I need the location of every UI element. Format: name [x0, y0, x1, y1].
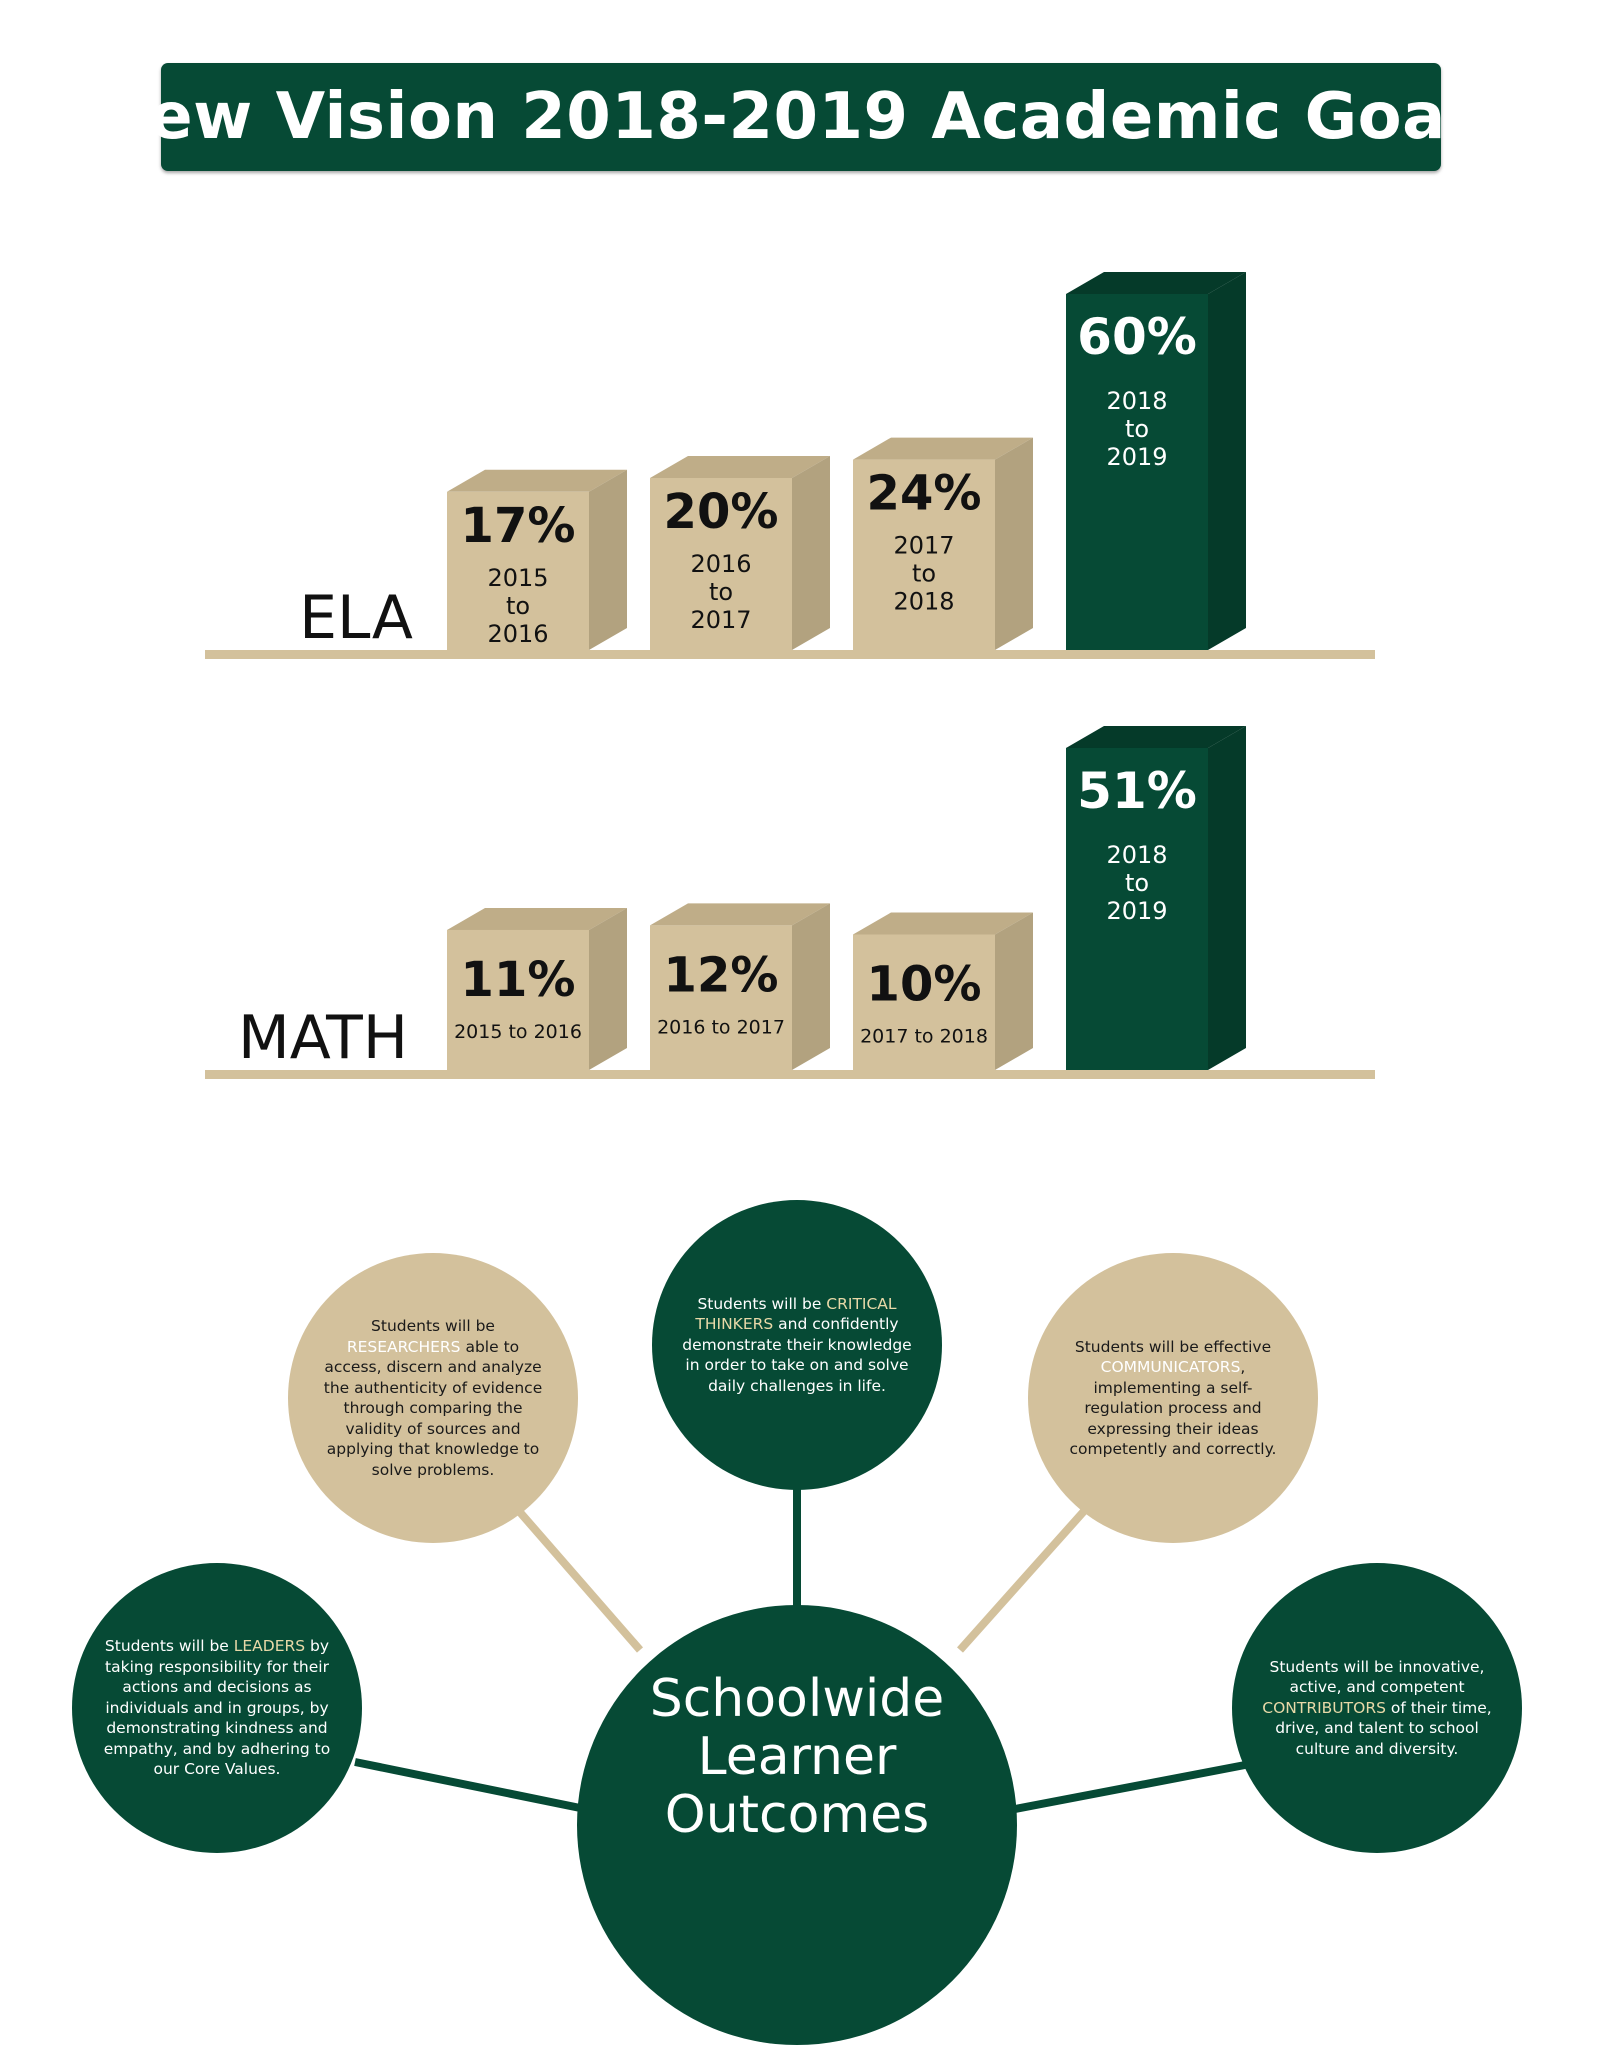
connector-leaders [355, 1762, 590, 1810]
math-bar-2 [650, 903, 830, 1070]
researchers-keyword: RESEARCHERS [346, 1337, 461, 1356]
title-banner [95, 63, 1507, 171]
bar-category-label: to [1124, 415, 1150, 443]
bar-category-label: 2019 [1106, 443, 1168, 471]
communicators-outcome [1028, 1253, 1318, 1543]
bar-side-face [589, 908, 627, 1070]
ela-bar-4 [1066, 272, 1246, 650]
bar-category-label: 2018 [1106, 840, 1168, 869]
contributors-text: Students will be innovative, active, and competent CONTRIBUTORS of their time, drive, and talent to school culture and diversity. [1262, 1657, 1492, 1758]
math-bar-1 [447, 908, 627, 1070]
ela-bar-chart [0, 230, 1604, 670]
hub-title-line: Learner [697, 1727, 897, 1787]
connector-communicators [960, 1510, 1085, 1650]
bar-value-label: 51% [1077, 761, 1197, 820]
bar-value-label: 11% [460, 951, 576, 1008]
critical-thinkers-outcome [652, 1200, 942, 1490]
researchers-outcome [288, 1253, 578, 1543]
ela-row-label: ELA [299, 583, 413, 653]
bar-value-label: 12% [663, 947, 779, 1004]
communicators-text: Students will be effective COMMUNICATORS, implementing a self-regulation process and expressing their ideas competently and correctly. [1069, 1337, 1277, 1458]
bar-value-label: 20% [663, 484, 779, 540]
bar-category-label: 2015 to 2016 [454, 1020, 582, 1043]
bar-value-label: 17% [460, 497, 576, 554]
ela-bar-3 [853, 438, 1033, 650]
bar-category-label: to [911, 559, 937, 588]
math-bar-chart [0, 700, 1604, 1100]
bar-value-label: 24% [866, 465, 982, 522]
bar-category-label: 2017 to 2018 [860, 1025, 988, 1048]
bar-category-label: 2017 [690, 606, 752, 634]
researchers-text: Students will be RESEARCHERS able to access, discern and analyze the authenticity of evidence through comparing the validity of sources and applying that knowledge to solve problems. [323, 1317, 543, 1479]
math-bar-4 [1066, 726, 1246, 1070]
bar-side-face [589, 470, 627, 650]
bar-category-label: 2016 [487, 619, 549, 648]
page-title: New Vision 2018-2019 Academic Goals [95, 80, 1507, 154]
math-bar-3 [853, 913, 1033, 1071]
bar-category-label: 2019 [1106, 896, 1168, 925]
connector-researchers [518, 1510, 640, 1650]
bar-category-label: 2018 [893, 587, 955, 616]
bar-side-face [1208, 726, 1246, 1070]
math-row-label: MATH [238, 1003, 408, 1073]
leaders-keyword: LEADERS [233, 1637, 306, 1656]
bar-category-label: 2017 [893, 531, 955, 560]
hub-title-line: Outcomes [664, 1785, 930, 1845]
hub-title [577, 1670, 1017, 1844]
leaders-outcome [72, 1563, 362, 1853]
bar-category-label: 2015 [487, 563, 549, 592]
contributors-keyword: CONTRIBUTORS [1262, 1698, 1386, 1717]
bar-side-face [995, 913, 1033, 1071]
bar-side-face [995, 438, 1033, 650]
hub-title-line: Schoolwide [649, 1669, 945, 1729]
bar-side-face [792, 903, 830, 1070]
bar-value-label: 60% [1077, 308, 1197, 366]
bar-value-label: 10% [866, 956, 982, 1013]
bar-category-label: to [505, 591, 531, 620]
critical-thinkers-text: Students will be CRITICAL THINKERS and confidently demonstrate their knowledge in order to take on and solve daily challenges in life. [682, 1294, 912, 1395]
bar-category-label: 2018 [1106, 387, 1168, 415]
connector-contributors [1010, 1765, 1245, 1810]
leaders-text: Students will be LEADERS by taking responsibility for their actions and decisions as individuals and in groups, by demonstrating kindness and empathy, and by adhering to our Core Values. [103, 1637, 331, 1779]
bar-category-label: to [1124, 868, 1150, 897]
bar-category-label: to [708, 578, 734, 606]
bar-category-label: 2016 [690, 550, 752, 578]
critical-thinkers-keyword: CRITICAL THINKERS [695, 1294, 897, 1334]
ela-bar-2 [650, 456, 830, 650]
contributors-outcome [1232, 1563, 1522, 1853]
bar-category-label: 2016 to 2017 [657, 1016, 785, 1039]
bar-side-face [792, 456, 830, 650]
bar-side-face [1208, 272, 1246, 650]
communicators-keyword: COMMUNICATORS [1100, 1358, 1241, 1376]
ela-bar-1 [447, 470, 627, 650]
